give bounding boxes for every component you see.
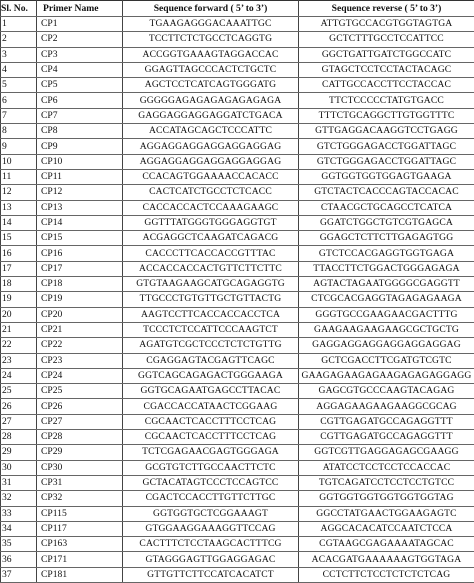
cell-sequence-reverse: GTTGAGGACAAGGTCCTGAGG: [299, 124, 474, 139]
cell-sequence-reverse: CCTCTTCTCCTCTCTCTCAG: [299, 567, 474, 582]
cell-sequence-reverse: ATATCCTCCTCCTCCACCAC: [299, 460, 474, 475]
cell-sequence-forward: GTGGAAGGAAAGGTTCCAG: [123, 521, 299, 536]
cell-sl-no: 18: [1, 277, 37, 292]
cell-sequence-forward: AGGAGGAGGAGGAGGAGGAG: [123, 154, 299, 169]
cell-primer-name: CP117: [37, 521, 123, 536]
table-row: [1, 506, 474, 521]
cell-primer-name: CP21: [37, 322, 123, 337]
cell-sequence-forward: CGCAACTCACCTTTCCTCAG: [123, 414, 299, 429]
cell-sl-no: 14: [1, 215, 37, 230]
cell-sequence-reverse: ATTGTGCCACGTGGTAGTGA: [299, 17, 474, 32]
cell-sequence-forward: AGGAGGAGGAGGAGGAGGAG: [123, 139, 299, 154]
cell-sl-no: 5: [1, 78, 37, 93]
cell-sl-no: 22: [1, 338, 37, 353]
cell-sequence-reverse: GAGGAGGAGGAGGAGGAGGAG: [299, 338, 474, 353]
cell-sequence-forward: GTTGTTCTTCCATCACATCT: [123, 567, 299, 582]
cell-sequence-reverse: CTCGCACGAGGTAGAGAGAAGA: [299, 292, 474, 307]
table-row: [1, 139, 474, 154]
cell-primer-name: CP163: [37, 537, 123, 552]
cell-sequence-reverse: GTCTGGGAGACCTGGATTAGC: [299, 139, 474, 154]
cell-sl-no: 8: [1, 124, 37, 139]
cell-sl-no: 9: [1, 139, 37, 154]
table-row: [1, 399, 474, 414]
header-sequence-reverse: Sequence reverse ( 5’ to 3’): [299, 1, 474, 17]
table-row: [1, 231, 474, 246]
cell-primer-name: CP171: [37, 552, 123, 567]
table-row: [1, 246, 474, 261]
cell-sl-no: 24: [1, 368, 37, 383]
cell-primer-name: CP17: [37, 261, 123, 276]
cell-primer-name: CP22: [37, 338, 123, 353]
table-row: [1, 567, 474, 582]
cell-sequence-forward: GGTGGTGCTCGGAAAGT: [123, 506, 299, 521]
cell-sequence-reverse: GCTCGACCTTCGATGTCGTC: [299, 353, 474, 368]
cell-sl-no: 25: [1, 384, 37, 399]
cell-sl-no: 30: [1, 460, 37, 475]
cell-primer-name: CP18: [37, 277, 123, 292]
cell-sequence-reverse: GGATCTGGCTGTCGTGAGCA: [299, 215, 474, 230]
cell-primer-name: CP13: [37, 200, 123, 215]
cell-primer-name: CP27: [37, 414, 123, 429]
cell-sequence-reverse: AGGCACACATCCAATCTCCA: [299, 521, 474, 536]
cell-sl-no: 32: [1, 491, 37, 506]
cell-sequence-forward: ACCACCACCACTGTTCTTCTTC: [123, 261, 299, 276]
table-row: [1, 261, 474, 276]
cell-sl-no: 33: [1, 506, 37, 521]
cell-sequence-forward: AAGTCCTTCACCACCACCTCA: [123, 307, 299, 322]
cell-sequence-forward: CACCACCACTCCAAAGAAGC: [123, 200, 299, 215]
cell-sl-no: 6: [1, 93, 37, 108]
cell-primer-name: CP1: [37, 17, 123, 32]
cell-sequence-forward: TGAAGAGGGACAAATTGC: [123, 17, 299, 32]
cell-primer-name: CP3: [37, 47, 123, 62]
cell-sequence-reverse: TTCTCCCCCTATGTGACC: [299, 93, 474, 108]
cell-sequence-forward: GTGTAAGAAGCATGCAGAGGTG: [123, 277, 299, 292]
table-row: [1, 353, 474, 368]
cell-primer-name: CP23: [37, 353, 123, 368]
table-row: [1, 124, 474, 139]
cell-sequence-forward: TTGCCCTGTGTTGCTGTTACTG: [123, 292, 299, 307]
table-row: [1, 384, 474, 399]
cell-sequence-forward: ACGAGGCTCAAGATCAGACG: [123, 231, 299, 246]
cell-sl-no: 34: [1, 521, 37, 536]
cell-sequence-forward: CGACTCCACCTTGTTCTTGC: [123, 491, 299, 506]
cell-sequence-forward: CGAGGAGTACGAGTTCAGC: [123, 353, 299, 368]
cell-sequence-forward: CACCCTTCACCACCGTTTAC: [123, 246, 299, 261]
cell-sequence-forward: GGTGCAGAATGAGCCTTACAC: [123, 384, 299, 399]
cell-primer-name: CP10: [37, 154, 123, 169]
cell-sequence-forward: GCTACATAGTCCCTCCAGTCC: [123, 475, 299, 490]
cell-sequence-reverse: CGTTGAGATGCCAGAGGTTT: [299, 414, 474, 429]
cell-sequence-forward: GGTCAGCAGAGACTGGGAAGA: [123, 368, 299, 383]
header-sl-no: Sl. No.: [1, 1, 37, 17]
table-row: [1, 154, 474, 169]
cell-sequence-reverse: GGCCTATGAACTGGAAGAGTC: [299, 506, 474, 521]
table-row: [1, 322, 474, 337]
cell-sequence-forward: ACCATAGCAGCTCCCATTC: [123, 124, 299, 139]
cell-sequence-reverse: TTACCTTCTGGACTGGGAGAGA: [299, 261, 474, 276]
cell-sequence-reverse: GGTCGTTGAGGAGAGCGAAGG: [299, 445, 474, 460]
cell-sequence-reverse: GTCTCCACGAGGTGGTGAGA: [299, 246, 474, 261]
cell-primer-name: CP12: [37, 185, 123, 200]
cell-sequence-reverse: TTTCTGCAGGCTTGTGGTTTC: [299, 108, 474, 123]
table-row: [1, 32, 474, 47]
cell-sequence-reverse: GGGTGCCGAAGAACGACTTTG: [299, 307, 474, 322]
cell-primer-name: CP5: [37, 78, 123, 93]
cell-sequence-forward: CACTTTCTCCTAAGCACTTTCG: [123, 537, 299, 552]
table-row: [1, 108, 474, 123]
cell-primer-name: CP11: [37, 169, 123, 184]
header-primer-name: Primer Name: [37, 1, 123, 17]
cell-sequence-reverse: AGTACTAGAATGGGGCGAGGTT: [299, 277, 474, 292]
cell-sl-no: 2: [1, 32, 37, 47]
table-row: [1, 200, 474, 215]
cell-primer-name: CP20: [37, 307, 123, 322]
cell-sequence-reverse: GAAGAAGAAGAAGCGCTGCTG: [299, 322, 474, 337]
table-row: [1, 62, 474, 77]
cell-sequence-reverse: GTCTACTCACCCAGTACCACAC: [299, 185, 474, 200]
cell-sequence-forward: AGATGTCGCTCCCTCTCTGTTG: [123, 338, 299, 353]
cell-primer-name: CP25: [37, 384, 123, 399]
table-row: [1, 445, 474, 460]
cell-sl-no: 35: [1, 537, 37, 552]
cell-sl-no: 7: [1, 108, 37, 123]
cell-sequence-forward: GAGGAGGAGGAGGATCTGACA: [123, 108, 299, 123]
cell-primer-name: CP2: [37, 32, 123, 47]
cell-primer-name: CP8: [37, 124, 123, 139]
cell-sl-no: 36: [1, 552, 37, 567]
cell-sequence-reverse: CGTAAGCGAGAAAATAGCAC: [299, 537, 474, 552]
cell-sequence-forward: CGACCACCATAACTCGGAAG: [123, 399, 299, 414]
cell-sl-no: 11: [1, 169, 37, 184]
cell-sequence-forward: CGCAACTCACCTTTCCTCAG: [123, 430, 299, 445]
cell-sl-no: 1: [1, 17, 37, 32]
cell-sl-no: 26: [1, 399, 37, 414]
cell-sequence-reverse: GTAGCTCCTCCTACTACAGC: [299, 62, 474, 77]
cell-sequence-forward: CCACAGTGGAAAACCACACC: [123, 169, 299, 184]
cell-sequence-reverse: GGCTGATTGATCTGGCCATC: [299, 47, 474, 62]
cell-primer-name: CP24: [37, 368, 123, 383]
cell-sequence-reverse: GTCTGGGAGACCTGGATTAGC: [299, 154, 474, 169]
cell-sequence-reverse: GGTGGTGGTGGAGTGAAGA: [299, 169, 474, 184]
cell-primer-name: CP32: [37, 491, 123, 506]
cell-sequence-forward: TCTCGAGAACGAGTGGGAGA: [123, 445, 299, 460]
table-row: [1, 491, 474, 506]
cell-sequence-forward: ACCGGTGAAAGTAGGACCAC: [123, 47, 299, 62]
cell-primer-name: CP7: [37, 108, 123, 123]
cell-sequence-forward: TCCCTCTCCATTCCCAAGTCT: [123, 322, 299, 337]
table-row: [1, 93, 474, 108]
table-row: [1, 430, 474, 445]
cell-sequence-reverse: GGAGCTCTTCTTGAGAGTGG: [299, 231, 474, 246]
table-row: [1, 277, 474, 292]
cell-primer-name: CP28: [37, 430, 123, 445]
table-row: [1, 169, 474, 184]
table-row: [1, 521, 474, 536]
cell-primer-name: CP14: [37, 215, 123, 230]
cell-primer-name: CP6: [37, 93, 123, 108]
cell-sl-no: 17: [1, 261, 37, 276]
cell-primer-name: CP19: [37, 292, 123, 307]
cell-primer-name: CP9: [37, 139, 123, 154]
cell-sequence-reverse: CGTTGAGATGCCAGAGGTTT: [299, 430, 474, 445]
cell-sl-no: 10: [1, 154, 37, 169]
cell-primer-name: CP16: [37, 246, 123, 261]
cell-primer-name: CP15: [37, 231, 123, 246]
cell-sequence-reverse: GCTCTTTGCCTCCATTCC: [299, 32, 474, 47]
table-row: [1, 338, 474, 353]
table-row: [1, 215, 474, 230]
cell-sequence-forward: GGGGGAGAGAGAGAGAGAGA: [123, 93, 299, 108]
table-row: [1, 47, 474, 62]
table-row: [1, 460, 474, 475]
cell-primer-name: CP29: [37, 445, 123, 460]
cell-sl-no: 20: [1, 307, 37, 322]
table-row: [1, 475, 474, 490]
cell-sl-no: 37: [1, 567, 37, 582]
table-row: [1, 292, 474, 307]
cell-sequence-reverse: GAAGAGAAGAGAAGAGAGAGGAGG: [299, 368, 474, 383]
cell-sl-no: 27: [1, 414, 37, 429]
cell-primer-name: CP181: [37, 567, 123, 582]
table-row: [1, 17, 474, 32]
table-row: [1, 552, 474, 567]
cell-sl-no: 29: [1, 445, 37, 460]
cell-primer-name: CP115: [37, 506, 123, 521]
table-row: [1, 307, 474, 322]
cell-sl-no: 28: [1, 430, 37, 445]
cell-sequence-forward: GCGTGTCTTGCCAACTTCTC: [123, 460, 299, 475]
cell-sequence-reverse: GGTGGTGGTGGTGGTGGTAG: [299, 491, 474, 506]
cell-sequence-forward: GTAGGGAGTTGGAGGAGAC: [123, 552, 299, 567]
cell-sequence-forward: TCCTTCTCTGCCTCAGGTG: [123, 32, 299, 47]
cell-primer-name: CP31: [37, 475, 123, 490]
cell-primer-name: CP30: [37, 460, 123, 475]
cell-sequence-reverse: GAGCGTGCCCAAGTACAGAG: [299, 384, 474, 399]
cell-sequence-reverse: TGTCAGATCCTCCTCCTGTCC: [299, 475, 474, 490]
cell-sl-no: 21: [1, 322, 37, 337]
cell-sl-no: 23: [1, 353, 37, 368]
cell-sequence-forward: GGTTTATGGGTGGGAGGTGT: [123, 215, 299, 230]
cell-sequence-forward: GGAGTTAGCCCACTCTGCTC: [123, 62, 299, 77]
cell-sequence-forward: AGCTCCTCATCAGTGGGATG: [123, 78, 299, 93]
cell-sl-no: 31: [1, 475, 37, 490]
table-row: [1, 185, 474, 200]
cell-sl-no: 15: [1, 231, 37, 246]
table-row: [1, 414, 474, 429]
table-row: [1, 78, 474, 93]
cell-sl-no: 16: [1, 246, 37, 261]
header-sequence-forward: Sequence forward ( 5’ to 3’): [123, 1, 299, 17]
cell-sequence-reverse: ACACGATGAAAAAAGTGGTAGA: [299, 552, 474, 567]
table-row: [1, 368, 474, 383]
cell-sequence-forward: CACTCATCTGCCTCTCACC: [123, 185, 299, 200]
cell-sequence-reverse: AGGAGAAGAAGAAGGCGCAG: [299, 399, 474, 414]
cell-sl-no: 4: [1, 62, 37, 77]
cell-sequence-reverse: CATTGCCACCTTCCTACCAC: [299, 78, 474, 93]
cell-sl-no: 19: [1, 292, 37, 307]
cell-primer-name: CP4: [37, 62, 123, 77]
cell-sl-no: 12: [1, 185, 37, 200]
table-row: [1, 537, 474, 552]
cell-sl-no: 3: [1, 47, 37, 62]
header-row: [1, 1, 474, 17]
cell-primer-name: CP26: [37, 399, 123, 414]
cell-sl-no: 13: [1, 200, 37, 215]
cell-sequence-reverse: CTAACGCTGCAGCCTCATCA: [299, 200, 474, 215]
